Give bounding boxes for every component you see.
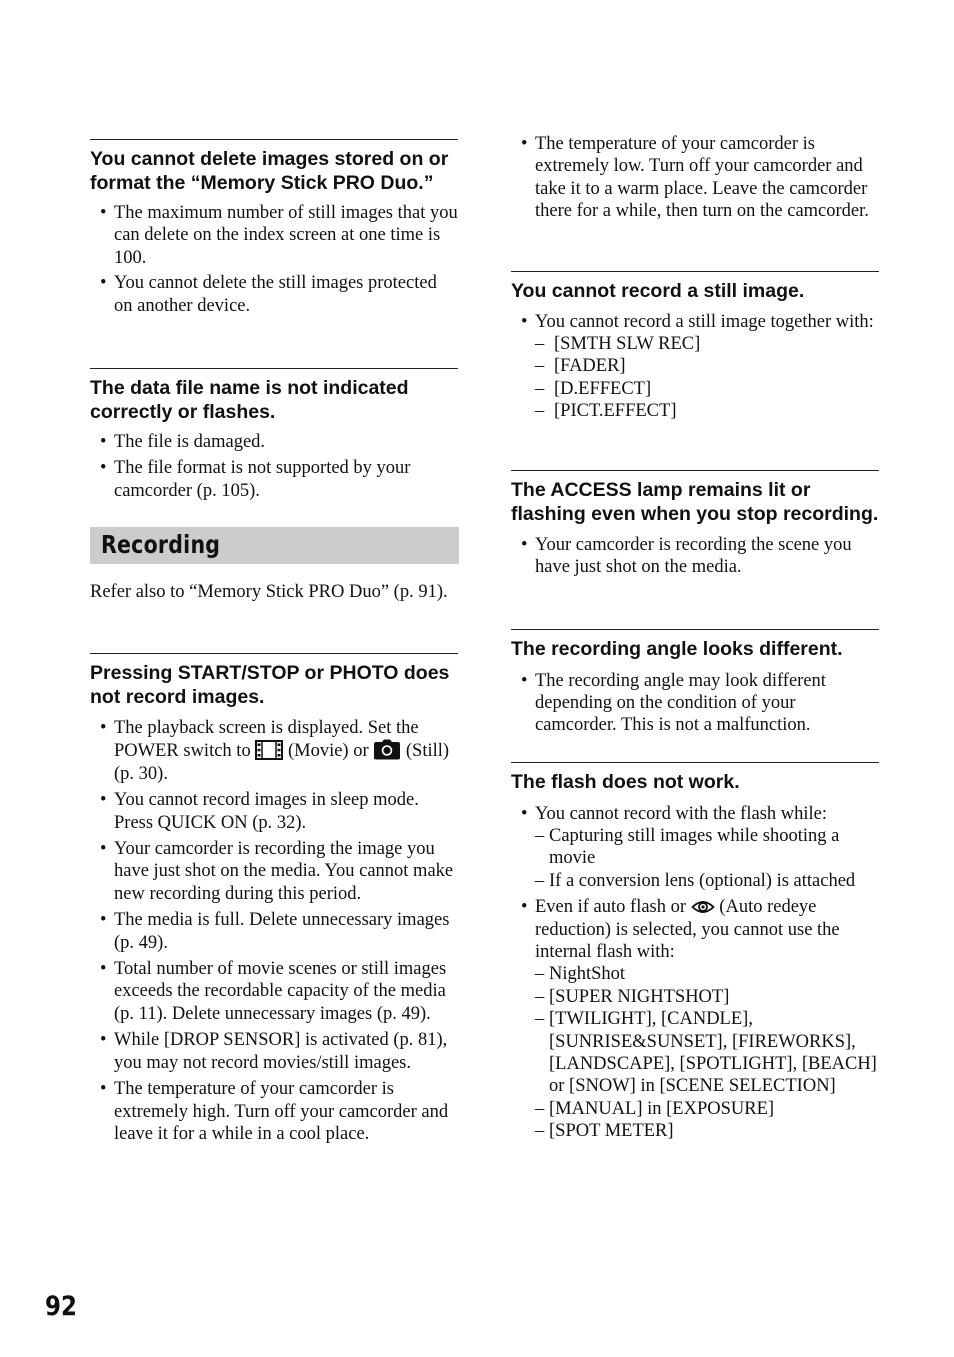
section-heading: The ACCESS lamp remains lit or flashing even when you stop recording.: [511, 479, 879, 525]
recording-section-bar: [90, 527, 459, 564]
list-item: [90, 717, 458, 785]
list-item-text: You cannot record a still image together with:: [535, 311, 874, 332]
sub-item: – [FADER]: [535, 355, 879, 377]
list-item: • The temperature of your camcorder is extremely low. Turn off your camcorder and take it to a warm place. Leave the camcorder there for a while, then turn on the camcorder.: [511, 133, 879, 223]
section-heading: Pressing START/STOP or PHOTO does not record images.: [90, 662, 450, 708]
list-item: [511, 311, 879, 423]
section-heading: The recording angle looks different.: [511, 638, 843, 660]
movie-text: (Movie) or: [287, 741, 369, 762]
still-text: (Still) (p. 30).: [114, 741, 450, 784]
film-icon: [255, 740, 283, 760]
section-divider: [511, 762, 879, 763]
list-item: • The maximum number of still images that you can delete on the index screen at one time is 100.: [90, 202, 458, 269]
list-item: • The file is damaged.: [90, 431, 458, 453]
sub-item: – Capturing still images while shooting a movie: [535, 825, 879, 870]
section-temperature-cont: [511, 133, 879, 223]
section-heading: You cannot record a still image.: [511, 280, 805, 302]
section-divider: [511, 470, 879, 471]
sub-item: – [TWILIGHT], [CANDLE], [SUNRISE&SUNSET], [FIREWORKS], [LANDSCAPE], [SPOTLIGHT], [BEACH] or [SNOW] in [SCENE SELECTION]: [535, 1008, 879, 1098]
section-divider: [90, 653, 458, 654]
list-item-text: You cannot record with the flash while:: [535, 803, 828, 824]
sub-item: – NightShot: [535, 963, 879, 985]
sub-item: – [SUPER NIGHTSHOT]: [535, 986, 879, 1008]
page-number: 92: [45, 1291, 77, 1322]
list-item: [511, 896, 879, 1142]
section-flash: [511, 771, 879, 1143]
sub-item: – [SPOT METER]: [535, 1120, 879, 1142]
list-item: • The recording angle may look different depending on the condition of your camcorder. This is not a malfunction.: [511, 670, 879, 737]
list-item: • Your camcorder is recording the image you have just shot on the media. You cannot make new recording during this period.: [90, 838, 458, 905]
list-item-text: (Auto redeye reduction) is selected, you cannot use the internal flash with:: [535, 897, 840, 962]
list-item-text: Even if auto flash or: [535, 897, 687, 918]
section-still-image: [511, 280, 879, 423]
section-access-lamp: [511, 479, 879, 579]
sub-item: – If a conversion lens (optional) is attached: [535, 870, 879, 892]
section-delete-images: [90, 148, 458, 317]
section-heading: The flash does not work.: [511, 771, 740, 793]
list-item: • While [DROP SENSOR] is activated (p. 81), you may not record movies/still images.: [90, 1029, 458, 1074]
section-recording-angle: [511, 638, 879, 737]
section-divider: [90, 139, 458, 140]
section-divider: [511, 629, 879, 630]
sub-item: – [MANUAL] in [EXPOSURE]: [535, 1098, 879, 1120]
section-start-stop: [90, 662, 458, 1145]
list-item: • You cannot delete the still images protected on another device.: [90, 272, 458, 317]
eye-icon: [691, 898, 715, 916]
section-heading: The data file name is not indicated correctly or flashes.: [90, 377, 409, 423]
list-item: • The media is full. Delete unnecessary images (p. 49).: [90, 909, 458, 954]
section-divider: [511, 271, 879, 272]
recording-intro: Refer also to “Memory Stick PRO Duo” (p. 91).: [90, 582, 448, 602]
list-item: [511, 803, 879, 893]
sub-item: – [PICT.EFFECT]: [535, 400, 879, 422]
list-item: • Your camcorder is recording the scene you have just shot on the media.: [511, 534, 879, 579]
list-item: • The temperature of your camcorder is extremely high. Turn off your camcorder and leave it for a while in a cool place.: [90, 1078, 458, 1145]
list-item: • Total number of movie scenes or still images exceeds the recordable capacity of the media (p. 11). Delete unnecessary images (p. 49).: [90, 958, 458, 1025]
list-item: • The file format is not supported by your camcorder (p. 105).: [90, 457, 458, 502]
recording-title: Recording: [101, 530, 221, 559]
power-switch-text: The playback screen is displayed. Set the POWER switch to: [114, 718, 419, 762]
section-divider: [90, 368, 458, 369]
list-item: • You cannot record images in sleep mode. Press QUICK ON (p. 32).: [90, 789, 458, 834]
sub-item: – [D.EFFECT]: [535, 378, 879, 400]
section-heading: You cannot delete images stored on or format the “Memory Stick PRO Duo.”: [90, 148, 449, 194]
section-file-name: [90, 377, 458, 502]
sub-item: – [SMTH SLW REC]: [535, 333, 879, 355]
camera-icon: [373, 739, 401, 760]
